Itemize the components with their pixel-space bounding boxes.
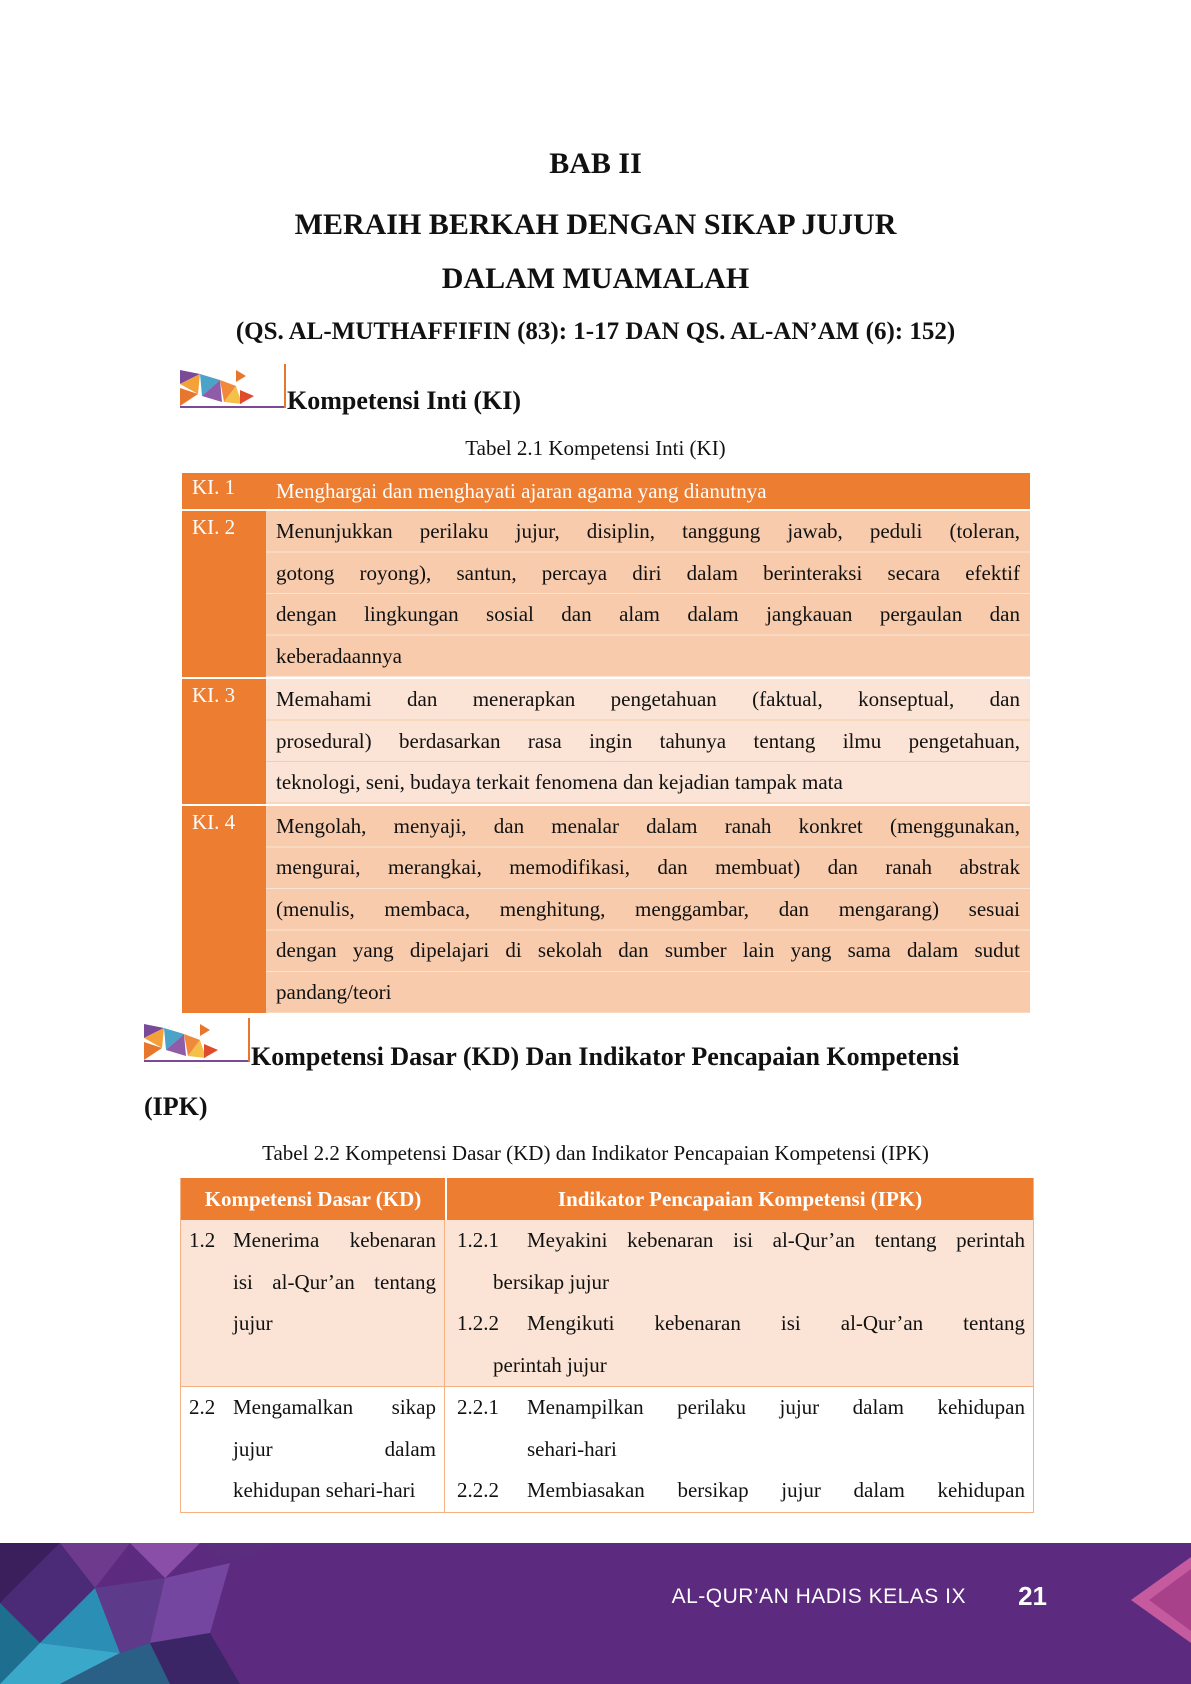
chapter-reference: (QS. AL-MUTHAFFIFIN (83): 1-17 DAN QS. AL-AN’AM (6): 152) — [235, 318, 956, 345]
column-header-kd: Kompetensi Dasar (KD) — [181, 1178, 447, 1220]
table-row — [182, 473, 1030, 511]
ki-description: Mengolah, menyaji, dan menalar dalam ranah konkret (menggunakan, mengurai, merangkai, memodifikasi, dan membuat) dan ranah abstrak (menulis, membaca, menghitung, menggambar, dan mengarang) sesuai dengan yang dipelajari di sekolah dan sumber lain yang sama dalam sudut pandang/teori — [266, 806, 1030, 1014]
table-row — [181, 1220, 1033, 1387]
table-header — [181, 1178, 1033, 1220]
page-number: 21 — [1018, 1581, 1047, 1611]
footer-corner-triangle-icon — [1131, 1557, 1191, 1643]
kd-cell: 1.2 Menerima kebenaran isi al-Qur’an tentang jujur — [181, 1220, 445, 1386]
ipk-cell: 1.2.1 Meyakini kebenaran isi al-Qur’an tentang perintah bersikap jujur 1.2.2 Mengikuti kebenaran isi al-Qur’an tentang perintah jujur — [457, 1228, 1025, 1377]
ki-code: KI. 1 — [182, 473, 266, 509]
ki-code: KI. 4 — [182, 806, 266, 1014]
section-heading-kd: Kompetensi Dasar (KD) Dan Indikator Pencapaian Kompetensi — [251, 1042, 960, 1071]
ki-description: Memahami dan menerapkan pengetahuan (faktual, konseptual, dan prosedural) berdasarkan rasa ingin tahunya tentang ilmu pengetahuan, teknologi, seni, budaya terkait fenomena dan kejadian tampak mata — [266, 679, 1030, 804]
column-header-ipk: Indikator Pencapaian Kompetensi (IPK) — [557, 1186, 923, 1211]
table-row — [182, 806, 1030, 1016]
ki-code: KI. 2 — [182, 511, 266, 677]
section-arrow-icon — [144, 1018, 250, 1068]
page-footer — [0, 1543, 1191, 1684]
ki-description: Menunjukkan perilaku jujur, disiplin, tanggung jawab, peduli (toleran, gotong royong), santun, percaya diri dalam berinteraksi secara efektif dengan lingkungan sosial dan alam dalam jangkauan pergaulan dan keberadaannya — [266, 511, 1030, 677]
section-arrow-icon — [180, 364, 286, 414]
ki-table — [182, 473, 1030, 1015]
table-caption-kd: Tabel 2.2 Kompetensi Dasar (KD) dan Indikator Pencapaian Kompetensi (IPK) — [262, 1141, 929, 1165]
chapter-title-line1: MERAIH BERKAH DENGAN SIKAP JUJUR — [294, 208, 897, 241]
ki-code: KI. 3 — [182, 679, 266, 804]
chapter-label: BAB II — [549, 147, 642, 180]
footer-decoration-icon — [0, 1543, 360, 1684]
section-heading-kd-cont: (IPK) — [144, 1092, 208, 1121]
table-row — [182, 679, 1030, 806]
section-heading-ki: Kompetensi Inti (KI) — [287, 386, 521, 415]
kd-table — [180, 1178, 1034, 1513]
chapter-title-line2: DALAM MUAMALAH — [441, 262, 750, 295]
kd-cell: 2.2 Mengamalkan sikap jujur dalam kehidupan sehari-hari — [181, 1387, 445, 1512]
table-caption-ki: Tabel 2.1 Kompetensi Inti (KI) — [465, 436, 726, 460]
book-title: AL-QUR’AN HADIS KELAS IX — [671, 1585, 966, 1608]
table-row — [181, 1387, 1033, 1512]
ki-description: Menghargai dan menghayati ajaran agama yang dianutnya — [266, 473, 1030, 509]
table-row — [182, 511, 1030, 679]
ipk-cell: 2.2.1 Menampilkan perilaku jujur dalam kehidupan sehari-hari 2.2.2 Membiasakan bersikap jujur dalam kehidupan — [457, 1395, 1025, 1502]
